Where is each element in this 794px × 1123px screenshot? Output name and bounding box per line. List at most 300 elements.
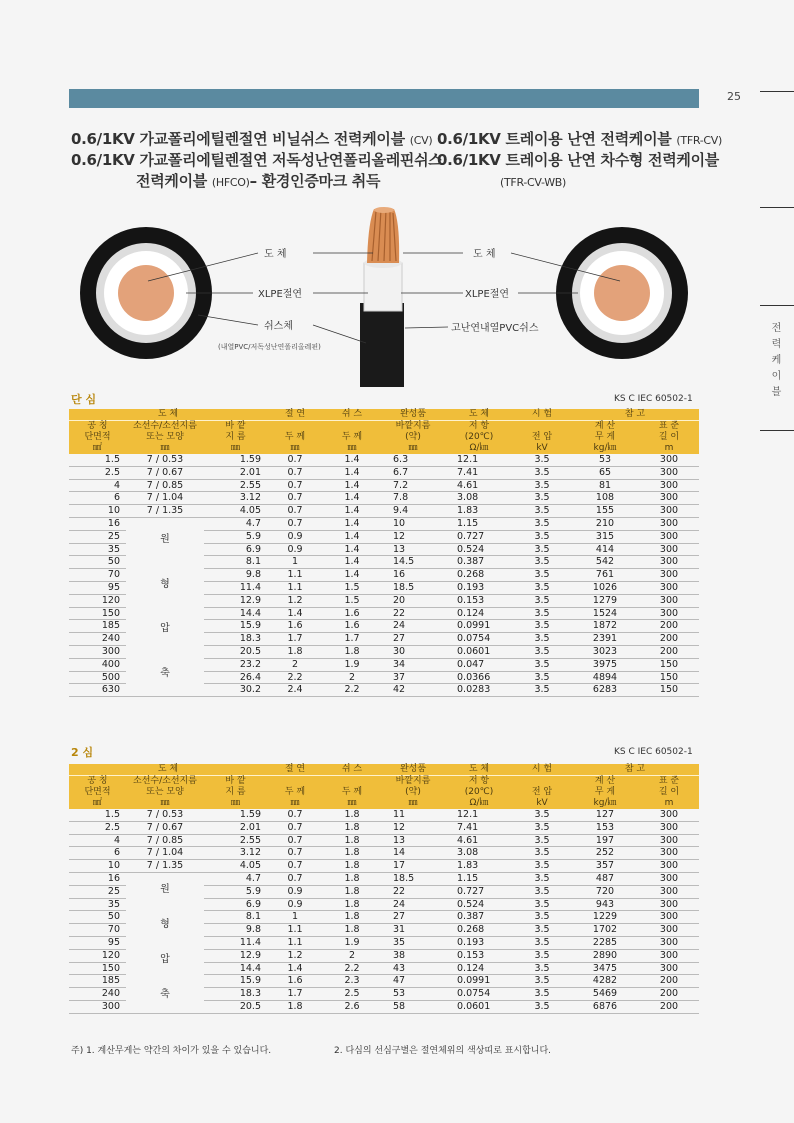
- hdr-cell: 두 께: [323, 787, 381, 798]
- table-cell: 4894: [571, 671, 639, 684]
- table-cell: 13: [381, 543, 445, 556]
- side-tab-label: 전력케이블: [769, 322, 780, 402]
- table-cell: 3.5: [513, 658, 571, 671]
- hdr-unit: Ω/㎞: [445, 443, 513, 454]
- table-cell: 95: [69, 936, 126, 949]
- hdr-cell: (약): [381, 432, 445, 443]
- table-cell: 1229: [571, 911, 639, 924]
- table-cell: 3.5: [513, 860, 571, 873]
- table-cell: 1.8: [323, 885, 381, 898]
- table-cell: 1.6: [267, 620, 323, 633]
- table-cell: 3.5: [513, 949, 571, 962]
- table-cell: 1.7: [323, 633, 381, 646]
- hdr-unit: kg/㎞: [571, 443, 639, 454]
- table-cell: 1279: [571, 594, 639, 607]
- table-cell: 487: [571, 872, 639, 885]
- side-rule: [760, 305, 794, 306]
- table-row: [69, 834, 699, 847]
- table-cell: 6.9: [204, 543, 267, 556]
- table-cell: 7.2: [381, 479, 445, 492]
- table-cell: 4282: [571, 975, 639, 988]
- table-cell: 300: [639, 505, 699, 518]
- side-rule: [760, 207, 794, 208]
- table-cell: 1.6: [323, 620, 381, 633]
- table-cell: 3.5: [513, 620, 571, 633]
- table-cell: 2.55: [204, 834, 267, 847]
- table-row: [69, 492, 699, 505]
- table-cell: 10: [69, 860, 126, 873]
- table-cell: 27: [381, 911, 445, 924]
- hdr-unit: ㎜: [204, 798, 267, 809]
- table-cell: 58: [381, 1000, 445, 1013]
- table-cell: 43: [381, 962, 445, 975]
- table-cell: 3023: [571, 645, 639, 658]
- table-cell: 2: [323, 949, 381, 962]
- round-char: 축: [160, 989, 170, 1001]
- hdr-cell: (20℃): [445, 787, 513, 798]
- hdr-cell: 바 깥: [204, 776, 267, 788]
- hdr-unit: m: [639, 798, 699, 809]
- table-row: [69, 847, 699, 860]
- hdr-cell: 길 이: [639, 432, 699, 443]
- table-cell: 300: [69, 645, 126, 658]
- table-cell: 2.5: [69, 466, 126, 479]
- table-cell: 6: [69, 847, 126, 860]
- table-cell: 9.8: [204, 569, 267, 582]
- table-cell: 300: [639, 924, 699, 937]
- table-cell: 3.5: [513, 898, 571, 911]
- table-cell: 197: [571, 834, 639, 847]
- table-cell: 500: [69, 671, 126, 684]
- table-cell: 300: [639, 962, 699, 975]
- table-cell: 70: [69, 924, 126, 937]
- table-cell: 4.7: [204, 872, 267, 885]
- table-cell: 943: [571, 898, 639, 911]
- table-cell: 108: [571, 492, 639, 505]
- table-cell: 12: [381, 530, 445, 543]
- table-cell: 3.08: [445, 847, 513, 860]
- table-cell: 0.0754: [445, 988, 513, 1001]
- table-cell: 150: [69, 962, 126, 975]
- title-left-1: 0.6/1KV 가교폴리에틸렌절연 비닐쉬스 전력케이블 (CV): [71, 130, 433, 148]
- table-row: [69, 454, 699, 466]
- table-cell: 153: [571, 821, 639, 834]
- table-cell: 8.1: [204, 556, 267, 569]
- table-cell: 1.4: [323, 492, 381, 505]
- hdr-conductor: 도 체: [69, 409, 267, 421]
- table-cell: 2.01: [204, 821, 267, 834]
- table-cell: 14: [381, 847, 445, 860]
- table-cell: 1.5: [69, 809, 126, 821]
- table-cell: 1.2: [267, 594, 323, 607]
- table-cell: 15.9: [204, 975, 267, 988]
- table-cell: 2: [267, 658, 323, 671]
- table-cell: 1.4: [267, 607, 323, 620]
- table-cell: 300: [639, 847, 699, 860]
- hdr-unit: ㎜: [126, 443, 204, 454]
- table-cell: 185: [69, 975, 126, 988]
- table-cell: 0.153: [445, 594, 513, 607]
- table-cell: 300: [639, 569, 699, 582]
- table-cell: 4.61: [445, 834, 513, 847]
- table-cell: 6.9: [204, 898, 267, 911]
- hdr-cell: 공 칭: [69, 776, 126, 788]
- table-cell: 0.7: [267, 834, 323, 847]
- table-cell: 7 / 0.53: [126, 809, 204, 821]
- table-cell: 24: [381, 620, 445, 633]
- table-cell: 35: [69, 543, 126, 556]
- table-cell: 30: [381, 645, 445, 658]
- table-cell: 95: [69, 581, 126, 594]
- hdr-cell: 지 름: [204, 432, 267, 443]
- table-cell: 300: [639, 479, 699, 492]
- table-cell: 3.5: [513, 607, 571, 620]
- table-cell: 3.5: [513, 645, 571, 658]
- label-conductor-left: 도 체: [264, 249, 287, 260]
- table-cell: 1.8: [323, 872, 381, 885]
- table-cell: 0.9: [267, 885, 323, 898]
- hdr-insulation: 절 연: [267, 764, 323, 776]
- hdr-overall: 완성품: [381, 764, 445, 776]
- table-cell: 0.9: [267, 898, 323, 911]
- round-char: 압: [160, 623, 170, 635]
- hdr-cell: 저 항: [445, 421, 513, 433]
- table-cell: 20: [381, 594, 445, 607]
- hdr-cell: 무 게: [571, 432, 639, 443]
- hdr-unit: ㎟: [69, 798, 126, 809]
- header-bar: [69, 89, 699, 108]
- table-cell: 3.5: [513, 556, 571, 569]
- table-cell: 300: [639, 543, 699, 556]
- table-cell: 2.5: [69, 821, 126, 834]
- hdr-cell: 표 준: [639, 421, 699, 433]
- table-cell: 300: [639, 898, 699, 911]
- hdr-overall: 완성품: [381, 409, 445, 421]
- table-cell: 1.8: [323, 860, 381, 873]
- table-cell: 1.4: [323, 569, 381, 582]
- table-cell: 0.7: [267, 872, 323, 885]
- table-cell: 27: [381, 633, 445, 646]
- table-cell: 0.268: [445, 924, 513, 937]
- table-cell: 1.15: [445, 872, 513, 885]
- table-cell: 10: [381, 517, 445, 530]
- table-cell: 34: [381, 658, 445, 671]
- table-cell: 3.5: [513, 479, 571, 492]
- table-cell: 300: [639, 885, 699, 898]
- table-cell: 4.61: [445, 479, 513, 492]
- table-cell: 200: [639, 620, 699, 633]
- table-cell: 22: [381, 885, 445, 898]
- table-cell: 0.0601: [445, 645, 513, 658]
- table-row: [69, 517, 699, 530]
- table-cell: 14.4: [204, 962, 267, 975]
- table-cell: 1.8: [323, 821, 381, 834]
- table-cell: 0.193: [445, 936, 513, 949]
- hdr-unit: ㎜: [381, 798, 445, 809]
- table-cell: 7 / 1.35: [126, 860, 204, 873]
- hdr-cell: 표 준: [639, 776, 699, 788]
- hdr-sheath: 쉬 스: [323, 764, 381, 776]
- table-cell: 2.2: [267, 671, 323, 684]
- table-cell: 3.5: [513, 911, 571, 924]
- table-cell: 7 / 0.53: [126, 454, 204, 466]
- table-cell: 300: [639, 809, 699, 821]
- table-cell: 1.83: [445, 505, 513, 518]
- table-cell: 5.9: [204, 530, 267, 543]
- table-cell: 4.7: [204, 517, 267, 530]
- table-cell: 11.4: [204, 581, 267, 594]
- table-cell: 542: [571, 556, 639, 569]
- table-cell: 1.4: [323, 556, 381, 569]
- table-cell: 300: [639, 530, 699, 543]
- table-cell: 38: [381, 949, 445, 962]
- table-row: [69, 505, 699, 518]
- table-cell: 300: [639, 607, 699, 620]
- table-cell: 12: [381, 821, 445, 834]
- table-cell: 1.1: [267, 924, 323, 937]
- table-cell: 0.727: [445, 530, 513, 543]
- table-cell: 1.7: [267, 988, 323, 1001]
- table-cell: 20.5: [204, 1000, 267, 1013]
- hdr-unit: kg/㎞: [571, 798, 639, 809]
- table-cell: 16: [69, 517, 126, 530]
- table-cell: 4: [69, 479, 126, 492]
- hdr-resistance: 도 체: [445, 409, 513, 421]
- table-cell: 35: [381, 936, 445, 949]
- footnote-1: 주) 1. 계산무게는 약간의 차이가 있을 수 있습니다.: [71, 1046, 272, 1056]
- hdr-unit: ㎜: [381, 443, 445, 454]
- section-heading-two-core: 2 심: [71, 746, 94, 759]
- table-cell: 300: [639, 556, 699, 569]
- table-cell: 37: [381, 671, 445, 684]
- table-cell: 1.8: [323, 847, 381, 860]
- hdr-cell: 길 이: [639, 787, 699, 798]
- table-cell: 3.5: [513, 671, 571, 684]
- table-cell: 2: [323, 671, 381, 684]
- table-cell: 2285: [571, 936, 639, 949]
- table-cell: 0.524: [445, 898, 513, 911]
- table-cell: 0.7: [267, 479, 323, 492]
- hdr-cell: 전 압: [513, 432, 571, 443]
- section-heading-single: 단 심: [71, 393, 97, 406]
- table-cell: 1.1: [267, 569, 323, 582]
- hdr-unit: ㎜: [267, 798, 323, 809]
- table-cell: 42: [381, 684, 445, 697]
- table-cell: 1.8: [323, 834, 381, 847]
- table-cell: 300: [639, 834, 699, 847]
- table-cell: 3.5: [513, 988, 571, 1001]
- table-cell: 0.7: [267, 847, 323, 860]
- hdr-cell: 또는 모양: [126, 432, 204, 443]
- table-cell: 0.124: [445, 962, 513, 975]
- table-cell: 14.5: [381, 556, 445, 569]
- table-cell: 23.2: [204, 658, 267, 671]
- table-cell: 300: [69, 1000, 126, 1013]
- table-cell: 414: [571, 543, 639, 556]
- table-cell: 2.4: [267, 684, 323, 697]
- hdr-cell: [513, 421, 571, 433]
- table-cell: 4: [69, 834, 126, 847]
- table-cell: 1.8: [323, 898, 381, 911]
- hdr-cell: 두 께: [323, 432, 381, 443]
- table-cell: 11.4: [204, 936, 267, 949]
- footnote-2: 2. 다심의 선심구별은 절연체위의 색상띠로 표시합니다.: [334, 1046, 552, 1056]
- table-cell: 53: [571, 454, 639, 466]
- table-cell: 1.4: [323, 454, 381, 466]
- table-cell: 0.7: [267, 466, 323, 479]
- table-cell: 7 / 0.67: [126, 466, 204, 479]
- table-cell: 240: [69, 988, 126, 1001]
- table-cell: 6.3: [381, 454, 445, 466]
- table-cell: 3.5: [513, 834, 571, 847]
- table-cell: 3.5: [513, 569, 571, 582]
- table-cell: 3.5: [513, 454, 571, 466]
- side-rule: [760, 91, 794, 92]
- table-cell: 26.4: [204, 671, 267, 684]
- table-cell: 25: [69, 885, 126, 898]
- hdr-cell: 무 게: [571, 787, 639, 798]
- table-cell: 200: [639, 645, 699, 658]
- table-cell: 2.6: [323, 1000, 381, 1013]
- table-cell: 3.5: [513, 809, 571, 821]
- table-cell: 0.727: [445, 885, 513, 898]
- hdr-cell: 계 산: [571, 776, 639, 788]
- table-cell: 12.1: [445, 454, 513, 466]
- table-cell: 1: [267, 911, 323, 924]
- table-cell: 20.5: [204, 645, 267, 658]
- table-cell: 16: [381, 569, 445, 582]
- table-cell: 0.387: [445, 556, 513, 569]
- table-cell: 357: [571, 860, 639, 873]
- table-cell: 0.7: [267, 821, 323, 834]
- table-cell: 0.124: [445, 607, 513, 620]
- table-cell: 2391: [571, 633, 639, 646]
- table-cell: 200: [639, 975, 699, 988]
- table-cell: 1.9: [323, 658, 381, 671]
- hdr-test: 시 험: [513, 409, 571, 421]
- hdr-cell: [513, 776, 571, 788]
- table-cell: 1.4: [323, 505, 381, 518]
- hdr-cell: [267, 776, 323, 788]
- table-cell: 0.0991: [445, 620, 513, 633]
- table-cell: 22: [381, 607, 445, 620]
- page-number: 25: [727, 90, 741, 103]
- table-cell: 200: [639, 988, 699, 1001]
- table-cell: 7 / 1.35: [126, 505, 204, 518]
- hdr-test: 시 험: [513, 764, 571, 776]
- table-cell: 185: [69, 620, 126, 633]
- table-cell: 0.047: [445, 658, 513, 671]
- table-cell: 4.05: [204, 860, 267, 873]
- table-cell: 3.5: [513, 466, 571, 479]
- table-cell: 3.5: [513, 543, 571, 556]
- hdr-cell: 바깥지름: [381, 421, 445, 433]
- table-cell: 300: [639, 517, 699, 530]
- table-cell: 210: [571, 517, 639, 530]
- hdr-cell: (20℃): [445, 432, 513, 443]
- table-cell: 5469: [571, 988, 639, 1001]
- table-cell: 1.8: [323, 645, 381, 658]
- hdr-cell: 소선수/소선지름: [126, 421, 204, 433]
- side-rule: [760, 430, 794, 431]
- table-cell: 4.05: [204, 505, 267, 518]
- table-cell: 3.08: [445, 492, 513, 505]
- table-row: [69, 872, 699, 885]
- title-left-3: 전력케이블 (HFCO)– 환경인증마크 취득: [136, 172, 381, 190]
- table-cell: 17: [381, 860, 445, 873]
- spec-table-single: [69, 409, 699, 697]
- table-cell: 2.55: [204, 479, 267, 492]
- table-cell: 127: [571, 809, 639, 821]
- table-cell: 3.5: [513, 684, 571, 697]
- round-char: 형: [160, 919, 170, 931]
- hdr-cell: 단면적: [69, 787, 126, 798]
- table-cell: 1.4: [323, 530, 381, 543]
- table-cell: 0.7: [267, 505, 323, 518]
- table-cell: 1702: [571, 924, 639, 937]
- table-cell: 53: [381, 988, 445, 1001]
- table-cell: 1.4: [323, 466, 381, 479]
- table-cell: 12.9: [204, 594, 267, 607]
- label-insulation-left: XLPE절연: [258, 289, 303, 300]
- table-cell: 240: [69, 633, 126, 646]
- table-cell: 0.387: [445, 911, 513, 924]
- table-cell: 1.8: [323, 911, 381, 924]
- table-cell: 0.9: [267, 530, 323, 543]
- hdr-cell: 또는 모양: [126, 787, 204, 798]
- table-cell: 300: [639, 466, 699, 479]
- table-cell: 300: [639, 594, 699, 607]
- table-cell: 1.9: [323, 936, 381, 949]
- table-cell: 2.3: [323, 975, 381, 988]
- table-cell: 155: [571, 505, 639, 518]
- table-cell: 3.5: [513, 633, 571, 646]
- hdr-cell: [323, 421, 381, 433]
- table-cell: 3.5: [513, 975, 571, 988]
- table-cell: 0.9: [267, 543, 323, 556]
- table-cell: 1.1: [267, 936, 323, 949]
- hdr-cell: 공 칭: [69, 421, 126, 433]
- hdr-reference: 참 고: [571, 764, 699, 776]
- table-cell: 3475: [571, 962, 639, 975]
- table-cell: 18.3: [204, 988, 267, 1001]
- hdr-unit: ㎜: [126, 798, 204, 809]
- table-cell: 9.4: [381, 505, 445, 518]
- table-cell: 1: [267, 556, 323, 569]
- hdr-resistance: 도 체: [445, 764, 513, 776]
- table-cell: 35: [69, 898, 126, 911]
- hdr-insulation: 절 연: [267, 409, 323, 421]
- table-cell: 2.2: [323, 962, 381, 975]
- table-cell: 1.8: [323, 809, 381, 821]
- table-cell: 1524: [571, 607, 639, 620]
- table-cell: 7.8: [381, 492, 445, 505]
- table-cell: 150: [639, 684, 699, 697]
- table-cell: 0.0601: [445, 1000, 513, 1013]
- round-char: 원: [160, 534, 170, 546]
- table-row: [69, 466, 699, 479]
- table-cell: 3.5: [513, 821, 571, 834]
- table-cell: 18.3: [204, 633, 267, 646]
- table-cell: 3.5: [513, 1000, 571, 1013]
- table-cell: 7.41: [445, 466, 513, 479]
- hdr-cell: 지 름: [204, 787, 267, 798]
- table-cell: 1.5: [323, 581, 381, 594]
- table-cell: 12.9: [204, 949, 267, 962]
- table-cell: 1.8: [267, 645, 323, 658]
- table-cell: 400: [69, 658, 126, 671]
- hdr-cell: 저 항: [445, 776, 513, 788]
